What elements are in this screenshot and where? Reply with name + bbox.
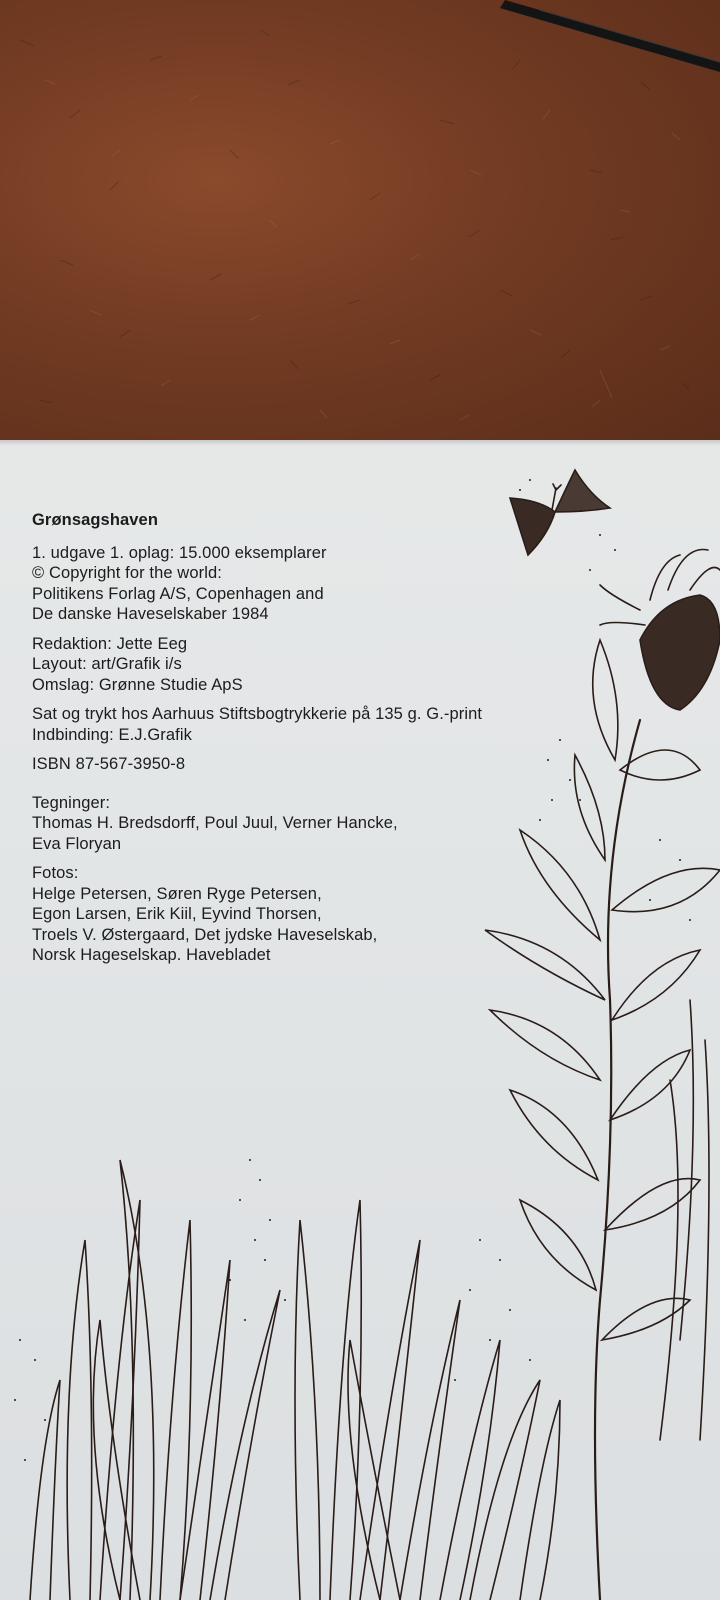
drawings-artists: Thomas H. Bredsdorff, Poul Juul, Verner Hancke, (32, 814, 398, 832)
pen (0, 0, 720, 120)
drawings-artists-2: Eva Floryan (32, 834, 122, 853)
printing-block (32, 704, 592, 745)
edition-block (32, 543, 592, 625)
copyright-line: © Copyright for the world: (32, 564, 222, 582)
editor-line: Redaktion: Jette Eeg (32, 634, 188, 653)
book-title: Grønsagshaven (32, 511, 159, 529)
publisher-line: Politikens Forlag A/S, Copenhagen and (32, 584, 324, 603)
imprint-text (32, 510, 592, 975)
credits-block (32, 634, 592, 696)
photos-credits-4: Norsk Hageselskap. Havebladet (32, 946, 271, 964)
layout-line: Layout: art/Grafik i/s (32, 655, 182, 673)
book-page (0, 440, 720, 1600)
drawings-block (32, 793, 592, 855)
photos-block (32, 863, 592, 966)
binding-line: Indbinding: E.J.Grafik (32, 725, 192, 744)
isbn-line: ISBN 87-567-3950-8 (32, 755, 186, 773)
drawings-heading: Tegninger: (32, 793, 111, 812)
photos-credits-1: Helge Petersen, Søren Ryge Petersen, (32, 884, 322, 903)
photos-heading: Fotos: (32, 864, 79, 882)
photos-credits-3: Troels V. Østergaard, Det jydske Haveselskab, (32, 925, 378, 944)
thistle-flower-icon (600, 550, 720, 711)
edition-line: 1. udgave 1. oplag: 15.000 eksemplarer (32, 543, 327, 562)
photos-credits-2: Egon Larsen, Erik Kiil, Eyvind Thorsen, (32, 905, 322, 923)
printer-line: Sat og trykt hos Aarhuus Stiftsbogtrykkerie på 135 g. G.-print (32, 705, 483, 723)
isbn-block (32, 754, 592, 775)
cover-line: Omslag: Grønne Studie ApS (32, 675, 243, 694)
publisher-line-2: De danske Haveselskaber 1984 (32, 605, 269, 623)
